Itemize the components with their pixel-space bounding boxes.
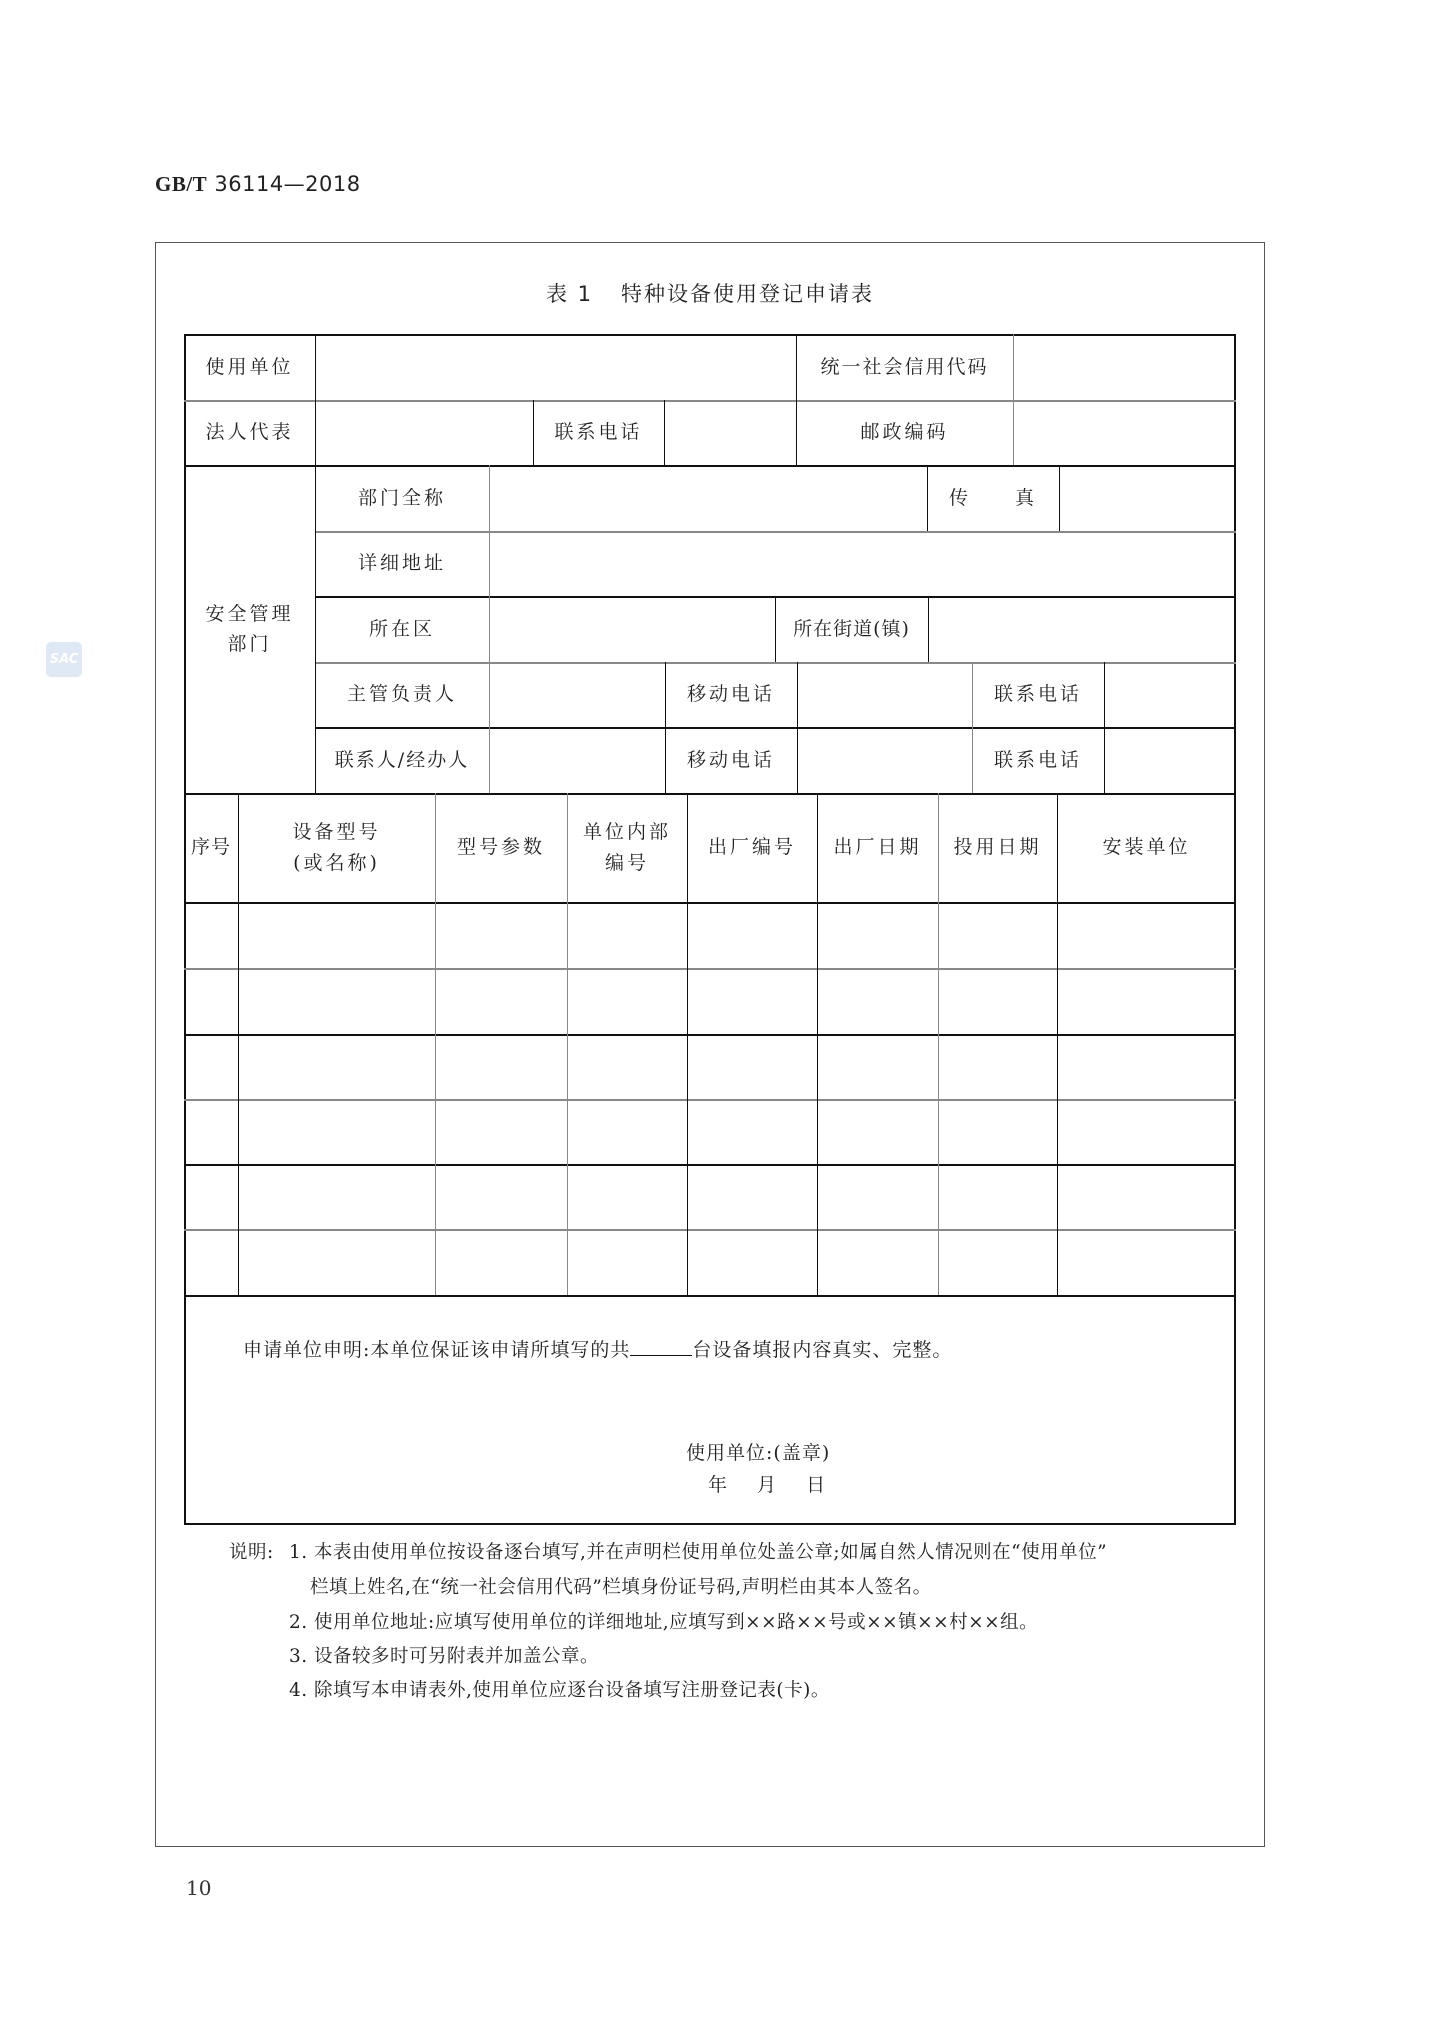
equipment-cell[interactable] (435, 1229, 567, 1295)
label-credit-code: 统一社会信用代码 (820, 355, 989, 378)
label-safety-dept (184, 465, 315, 793)
note-item: 3. 设备较多时可另附表并加盖公章。 (289, 1646, 600, 1667)
table-title (155, 278, 1265, 308)
equipment-count-blank[interactable] (630, 1337, 692, 1356)
equipment-cell[interactable] (238, 1164, 435, 1229)
column-header-line2: 编号 (604, 851, 649, 874)
label-postcode: 邮政编码 (860, 421, 949, 444)
equipment-cell[interactable] (817, 968, 938, 1034)
equipment-cell[interactable] (567, 968, 687, 1034)
label-fax: 传 真 (948, 486, 1037, 509)
equipment-cell[interactable] (938, 902, 1057, 968)
equipment-cell[interactable] (938, 1164, 1057, 1229)
note-item: 2. 使用单位地址:应填写使用单位的详细地址,应填写到××路××号或××镇××村××组。 (289, 1612, 1039, 1633)
table-number: 表 1 (545, 282, 594, 306)
equipment-cell[interactable] (567, 1164, 687, 1229)
standard-number: 36114—2018 (214, 172, 361, 196)
column-header (238, 793, 435, 902)
label-user-unit: 使用单位 (205, 355, 294, 378)
row-divider (184, 1295, 1236, 1297)
column-header (687, 793, 817, 902)
column-header-line2: (或名称) (293, 851, 380, 874)
equipment-cell[interactable] (817, 1229, 938, 1295)
column-header-line1: 序号 (190, 836, 231, 859)
equipment-cell[interactable] (184, 1034, 238, 1099)
equipment-cell[interactable] (817, 1164, 938, 1229)
contact-phone-field[interactable] (664, 400, 796, 465)
sac-watermark-logo (46, 642, 82, 677)
equipment-cell[interactable] (567, 902, 687, 968)
equipment-cell[interactable] (238, 1099, 435, 1164)
equipment-cell[interactable] (435, 1034, 567, 1099)
equipment-cell[interactable] (687, 902, 817, 968)
address-field[interactable] (489, 531, 1236, 596)
equipment-cell[interactable] (938, 968, 1057, 1034)
table-title-text: 特种设备使用登记申请表 (621, 282, 875, 306)
equipment-cell[interactable] (435, 968, 567, 1034)
equipment-cell[interactable] (184, 1229, 238, 1295)
note-item: 1. 本表由使用单位按设备逐台填写,并在声明栏使用单位处盖公章;如属自然人情况则在“使用单位” (289, 1542, 1108, 1563)
label-contact-phone: 联系电话 (554, 421, 643, 444)
equipment-cell[interactable] (817, 1099, 938, 1164)
district-field[interactable] (489, 596, 775, 662)
label-dept-name: 部门全称 (357, 486, 446, 509)
column-header-line1: 投用日期 (953, 836, 1042, 859)
equipment-cell[interactable] (238, 968, 435, 1034)
equipment-cell[interactable] (238, 1229, 435, 1295)
safety-dept-line2: 部门 (227, 633, 272, 655)
safety-dept-line1: 安全管理 (205, 602, 294, 625)
note-item: 栏填上姓名,在“统一社会信用代码”栏填身份证号码,声明栏由其本人签名。 (310, 1577, 932, 1598)
column-header (184, 793, 238, 902)
equipment-cell[interactable] (184, 1164, 238, 1229)
contact-person-field[interactable] (489, 727, 665, 793)
manager-mobile-field[interactable] (797, 662, 972, 727)
label-address: 详细地址 (357, 552, 446, 575)
equipment-cell[interactable] (687, 968, 817, 1034)
equipment-cell[interactable] (1057, 1229, 1236, 1295)
manager-field[interactable] (489, 662, 665, 727)
credit-code-field[interactable] (1013, 334, 1236, 400)
equipment-cell[interactable] (687, 1164, 817, 1229)
equipment-cell[interactable] (1057, 1099, 1236, 1164)
label-legal-rep: 法人代表 (205, 421, 294, 444)
column-header (1057, 793, 1236, 902)
manager-phone-field[interactable] (1104, 662, 1236, 727)
column-header (817, 793, 938, 902)
column-header-line1: 出厂编号 (707, 836, 796, 859)
equipment-cell[interactable] (435, 902, 567, 968)
declaration-text-before: 申请单位申明:本单位保证该申请所填写的共 (243, 1339, 631, 1361)
postcode-field[interactable] (1013, 400, 1236, 465)
page-number: 10 (186, 1876, 212, 1900)
column-header-line1: 型号参数 (456, 836, 545, 859)
equipment-cell[interactable] (687, 1229, 817, 1295)
equipment-cell[interactable] (817, 902, 938, 968)
label-manager: 主管负责人 (346, 683, 457, 706)
equipment-cell[interactable] (238, 1034, 435, 1099)
declaration-text-after: 台设备填报内容真实、完整。 (692, 1339, 953, 1361)
equipment-cell[interactable] (184, 1099, 238, 1164)
column-header (567, 793, 687, 902)
equipment-cell[interactable] (567, 1099, 687, 1164)
equipment-cell[interactable] (184, 902, 238, 968)
equipment-cell[interactable] (817, 1034, 938, 1099)
dept-name-field[interactable] (489, 465, 927, 531)
equipment-cell[interactable] (238, 902, 435, 968)
standard-prefix: GB/T (155, 172, 208, 196)
equipment-cell[interactable] (184, 968, 238, 1034)
label-contact-person: 联系人/经办人 (334, 748, 470, 771)
standard-code (155, 172, 361, 197)
column-header-line1: 出厂日期 (833, 836, 922, 859)
label-manager-phone: 联系电话 (993, 683, 1082, 706)
equipment-cell[interactable] (435, 1164, 567, 1229)
equipment-cell[interactable] (1057, 968, 1236, 1034)
equipment-cell[interactable] (687, 1034, 817, 1099)
legal-rep-field[interactable] (315, 400, 533, 465)
equipment-cell[interactable] (938, 1229, 1057, 1295)
label-contact-mobile: 移动电话 (686, 748, 775, 771)
contact-phone-2-field[interactable] (1104, 727, 1236, 793)
equipment-cell[interactable] (938, 1034, 1057, 1099)
equipment-cell[interactable] (687, 1099, 817, 1164)
equipment-cell[interactable] (435, 1099, 567, 1164)
user-unit-field[interactable] (315, 334, 796, 400)
equipment-cell[interactable] (1057, 902, 1236, 968)
equipment-cell[interactable] (1057, 1164, 1236, 1229)
street-field[interactable] (928, 596, 1236, 662)
notes-label: 说明: (229, 1542, 274, 1563)
declaration-statement (243, 1335, 952, 1362)
column-header-line1: 设备型号 (292, 821, 381, 844)
label-district: 所在区 (368, 617, 435, 640)
note-item: 4. 除填写本申请表外,使用单位应逐台设备填写注册登记表(卡)。 (289, 1680, 830, 1701)
column-header (938, 793, 1057, 902)
label-manager-mobile: 移动电话 (686, 683, 775, 706)
equipment-cell[interactable] (1057, 1034, 1236, 1099)
column-header (435, 793, 567, 902)
fax-field[interactable] (1059, 465, 1236, 531)
watermark-text: SAC (49, 652, 79, 667)
label-street: 所在街道(镇) (793, 617, 910, 640)
label-contact-phone-2: 联系电话 (993, 748, 1082, 771)
column-header-line1: 单位内部 (582, 821, 671, 844)
contact-mobile-field[interactable] (797, 727, 972, 793)
equipment-cell[interactable] (567, 1034, 687, 1099)
equipment-cell[interactable] (938, 1099, 1057, 1164)
signature-date: 年 月 日 (708, 1474, 826, 1496)
signature-seal-label: 使用单位:(盖章) (686, 1442, 831, 1464)
column-header-line1: 安装单位 (1102, 836, 1191, 859)
equipment-cell[interactable] (567, 1229, 687, 1295)
